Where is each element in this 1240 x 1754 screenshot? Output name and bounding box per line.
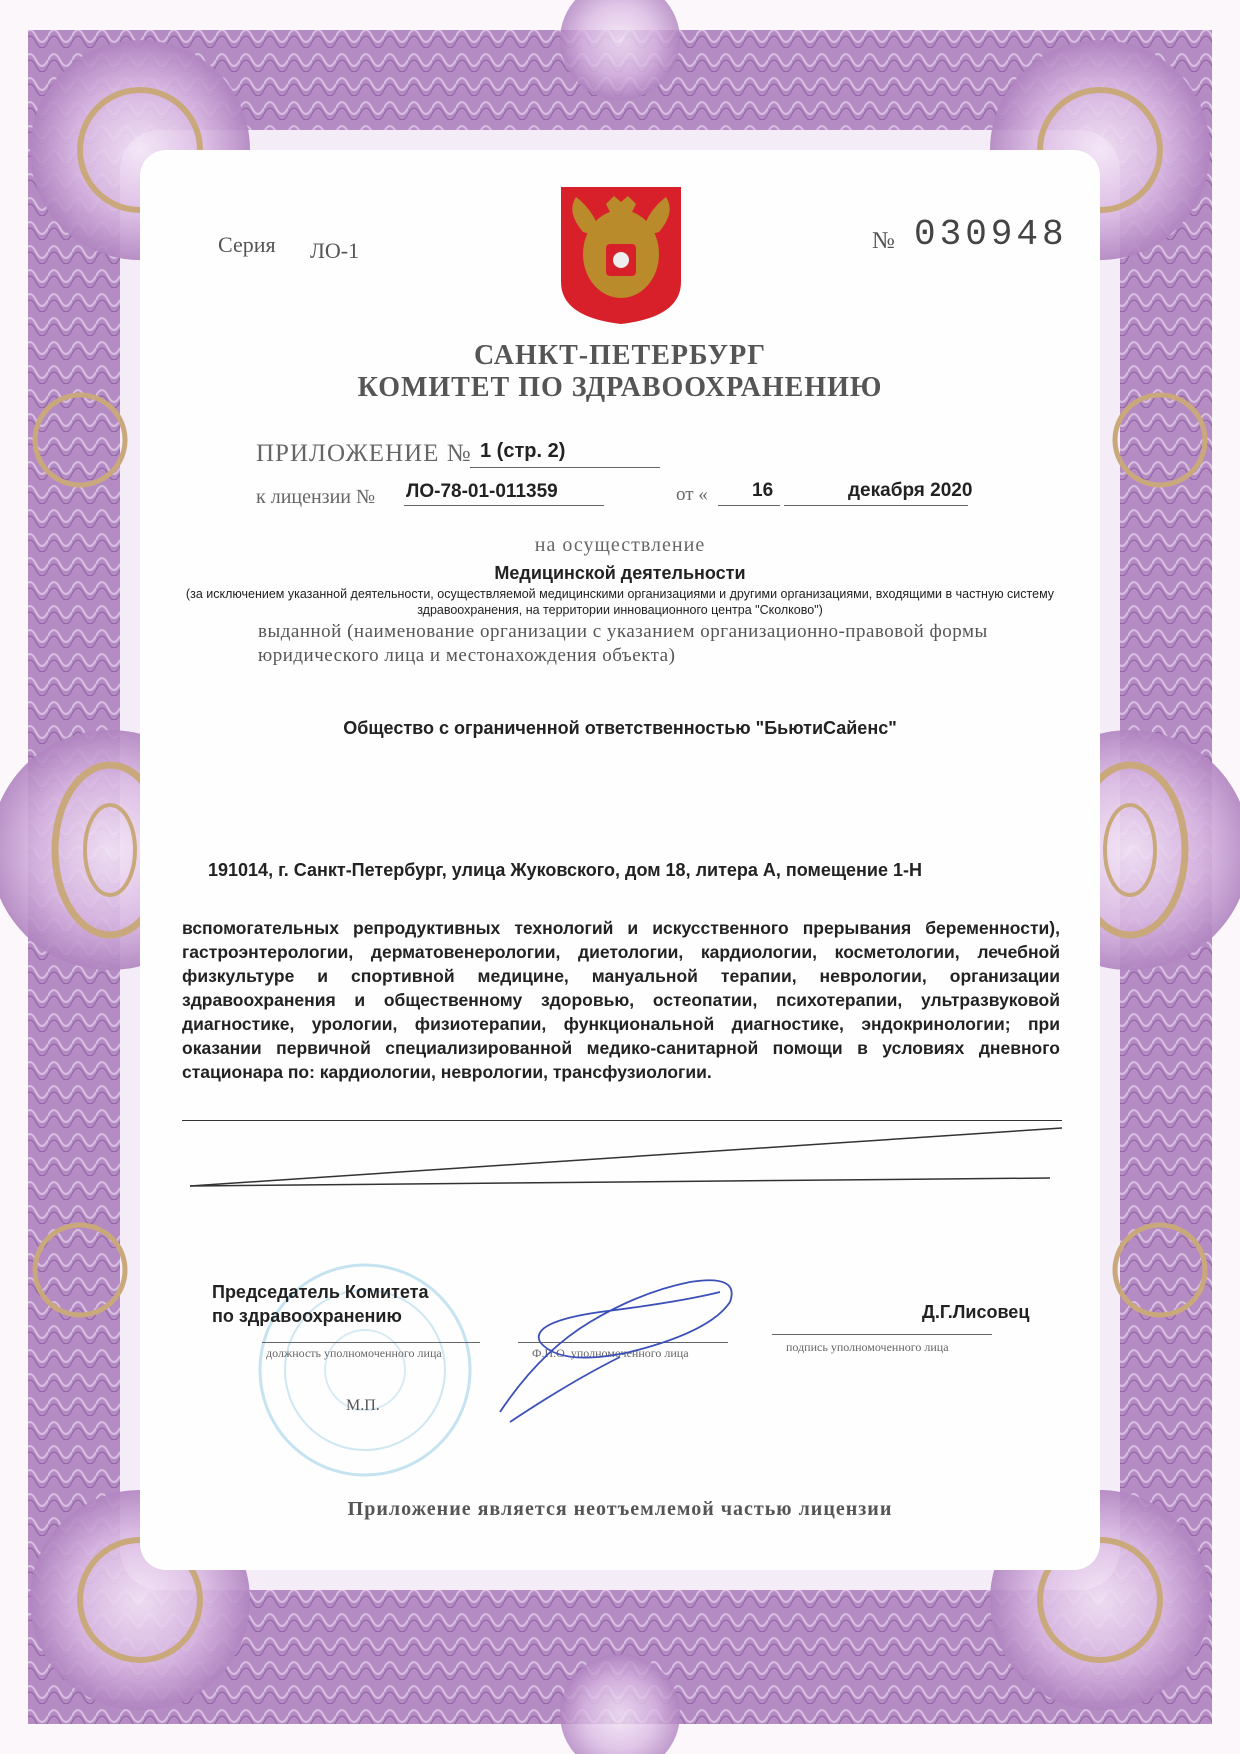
- signatory-position: [212, 1280, 428, 1328]
- caption-position: должность уполномоченного лица: [266, 1346, 442, 1360]
- license-month-year: декабря 2020: [848, 480, 973, 501]
- activity-note: (за исключением указанной деятельности, осуществляемой медицинскими организациями и другими организациями, входящими в частную систему здравоохранения, на территории инновационного центра "Сколково"): [185, 587, 1055, 617]
- underline: [772, 1334, 992, 1335]
- signatory-name: Д.Г.Лисовец: [922, 1302, 1030, 1322]
- series-label: Серия: [218, 232, 276, 257]
- caption-full-name: Ф.И.О. уполномоченного лица: [532, 1346, 689, 1360]
- form-number: 030948: [914, 214, 1068, 255]
- position-line: Председатель Комитета: [212, 1282, 429, 1302]
- license-label: к лицензии №: [256, 486, 376, 508]
- license-number: ЛО-78-01-011359: [406, 481, 558, 502]
- organization-name: Общество с ограниченной ответственностью "БьютиСайенс": [343, 718, 897, 738]
- organization-address: 191014, г. Санкт-Петербург, улица Жуковского, дом 18, литера А, помещение 1-Н: [208, 860, 923, 880]
- purpose-label: на осуществление: [534, 534, 706, 556]
- city-heading: САНКТ-ПЕТЕРБУРГ: [473, 340, 767, 371]
- number-sign: №: [872, 228, 895, 254]
- stamp-place-label: М.П.: [346, 1397, 380, 1414]
- appendix-number: 1 (стр. 2): [480, 440, 566, 462]
- caption-signature: подпись уполномоченного лица: [786, 1340, 949, 1354]
- footer-note: Приложение является неотъемлемой частью лицензии: [347, 1498, 893, 1520]
- services-list: вспомогательных репродуктивных технологий и искусственного прерывания беременности), гастроэнтерологии, дерматовенерологии, диетологии, кардиологии, косметологии, лечебной физкультуре и спортивной медицине, мануальной терапии, неврологии, организации здравоохранения и общественному здоровью, остеопатии, психотерапии, ультразвуковой диагностике, урологии, физиотерапии, функциональной диагностике, эндокринологии; при оказании первичной специализированной медико-санитарной помощи в условиях дневного стационара по: кардиологии, неврологии, трансфузиологии.: [182, 918, 1060, 1082]
- appendix-label: ПРИЛОЖЕНИЕ №: [256, 440, 472, 467]
- date-from-label: от «: [676, 484, 708, 505]
- activity-type: Медицинской деятельности: [494, 563, 746, 583]
- committee-heading: КОМИТЕТ ПО ЗДРАВООХРАНЕНИЮ: [357, 372, 883, 403]
- issued-to-caption: выданной (наименование организации с указанием организационно-правовой формы юридического лица и местонахождения объекта): [258, 621, 988, 666]
- underline: [262, 1342, 480, 1343]
- series-value: ЛО-1: [310, 238, 360, 263]
- handwritten-signature: [480, 1262, 780, 1432]
- license-day: 16: [752, 480, 774, 501]
- position-line: по здравоохранению: [212, 1306, 402, 1326]
